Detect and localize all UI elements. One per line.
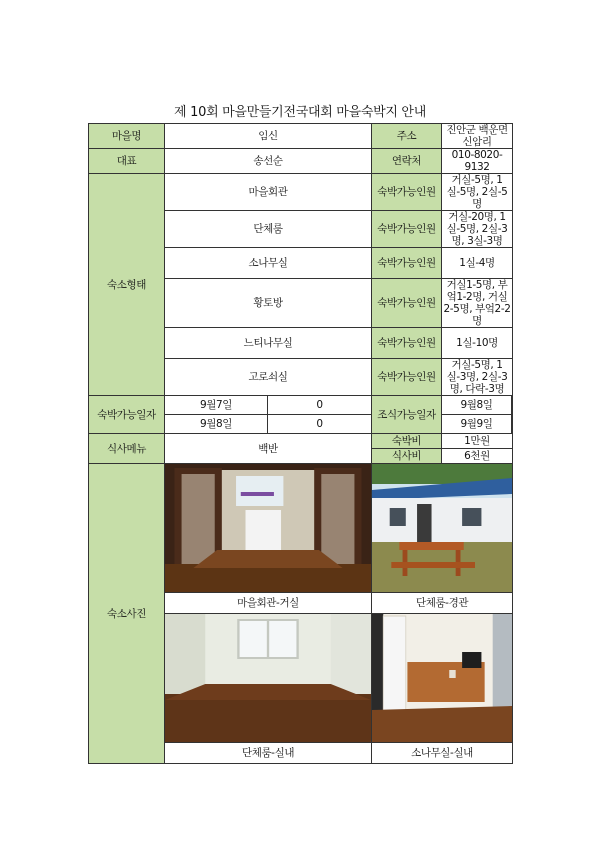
contact-label: 연락처 <box>372 149 442 174</box>
stay-date: 9월7일 <box>165 396 268 415</box>
stay-dates-label: 숙박가능일자 <box>89 396 165 434</box>
rep-label: 대표 <box>89 149 165 174</box>
photo-row <box>89 464 513 593</box>
fees-row <box>89 434 513 449</box>
lodging-name: 단체룸 <box>165 211 372 248</box>
photo-group-room-interior <box>165 614 371 742</box>
capacity-value: 거실-20명, 1실-5명, 2실-3명, 3실-3명 <box>442 211 513 248</box>
address-value: 진안군 백운면 신암리 <box>442 124 513 149</box>
meal-fee-value: 6천원 <box>442 449 513 464</box>
photo-cell <box>372 614 513 743</box>
photo-pine-room-interior <box>372 614 512 742</box>
dates-row <box>89 396 513 415</box>
photo-village-hall-living-room <box>165 464 371 592</box>
lodging-fee-label: 숙박비 <box>372 434 442 449</box>
lodging-name: 황토방 <box>165 279 372 328</box>
capacity-value: 1실-10명 <box>442 328 513 359</box>
capacity-label: 숙박가능인원 <box>372 359 442 396</box>
rep-row <box>89 149 513 174</box>
menu-value: 백반 <box>165 434 372 464</box>
photo-cell <box>372 464 513 593</box>
village-name: 임신 <box>165 124 372 149</box>
photo-caption: 단체룸-실내 <box>165 743 372 764</box>
breakfast-dates-label: 조식가능일자 <box>372 396 442 434</box>
lodging-info-table <box>88 123 513 764</box>
menu-label: 식사메뉴 <box>89 434 165 464</box>
lodging-name: 느티나무실 <box>165 328 372 359</box>
capacity-label: 숙박가능인원 <box>372 248 442 279</box>
photo-caption: 마을회관-거실 <box>165 593 372 614</box>
capacity-label: 숙박가능인원 <box>372 174 442 211</box>
capacity-value: 거실-5명, 1실-3명, 2실-3명, 다락-3명 <box>442 359 513 396</box>
capacity-value: 거실1-5명, 부엌1-2명, 거실2-5명, 부엌2-2명 <box>443 279 511 327</box>
lodging-row <box>89 174 513 211</box>
phone-value: 010-8020-9132 <box>442 149 513 174</box>
rep-name: 송선순 <box>165 149 372 174</box>
lodging-type-label: 숙소형태 <box>89 174 165 396</box>
capacity-label: 숙박가능인원 <box>372 211 442 248</box>
photo-group-room-exterior <box>372 464 512 592</box>
document-title: 제 10회 마을만들기전국대회 마을숙박지 안내 <box>174 105 426 120</box>
photo-caption: 소나무실-실내 <box>372 743 513 764</box>
stay-availability: 0 <box>268 415 372 434</box>
lodging-name: 마을회관 <box>165 174 372 211</box>
capacity-label: 숙박가능인원 <box>372 328 442 359</box>
stay-availability: 0 <box>268 396 372 415</box>
village-label: 마을명 <box>89 124 165 149</box>
breakfast-date: 9월9일 <box>442 415 512 433</box>
village-row <box>89 124 513 149</box>
meal-fee-label: 식사비 <box>372 449 442 464</box>
lodging-name: 고로쇠실 <box>165 359 372 396</box>
capacity-value: 거실-5명, 1실-5명, 2실-5명 <box>442 174 513 211</box>
lodging-name: 소나무실 <box>165 248 372 279</box>
lodging-fee-value: 1만원 <box>442 434 513 449</box>
capacity-label: 숙박가능인원 <box>372 279 442 328</box>
photos-label: 숙소사진 <box>89 464 165 764</box>
photo-caption: 단체룸-경관 <box>372 593 513 614</box>
photo-cell <box>165 614 372 743</box>
stay-date: 9월8일 <box>165 415 268 434</box>
address-label: 주소 <box>372 124 442 149</box>
capacity-value: 1실-4명 <box>442 248 513 279</box>
breakfast-date: 9월8일 <box>442 396 512 414</box>
photo-cell <box>165 464 372 593</box>
